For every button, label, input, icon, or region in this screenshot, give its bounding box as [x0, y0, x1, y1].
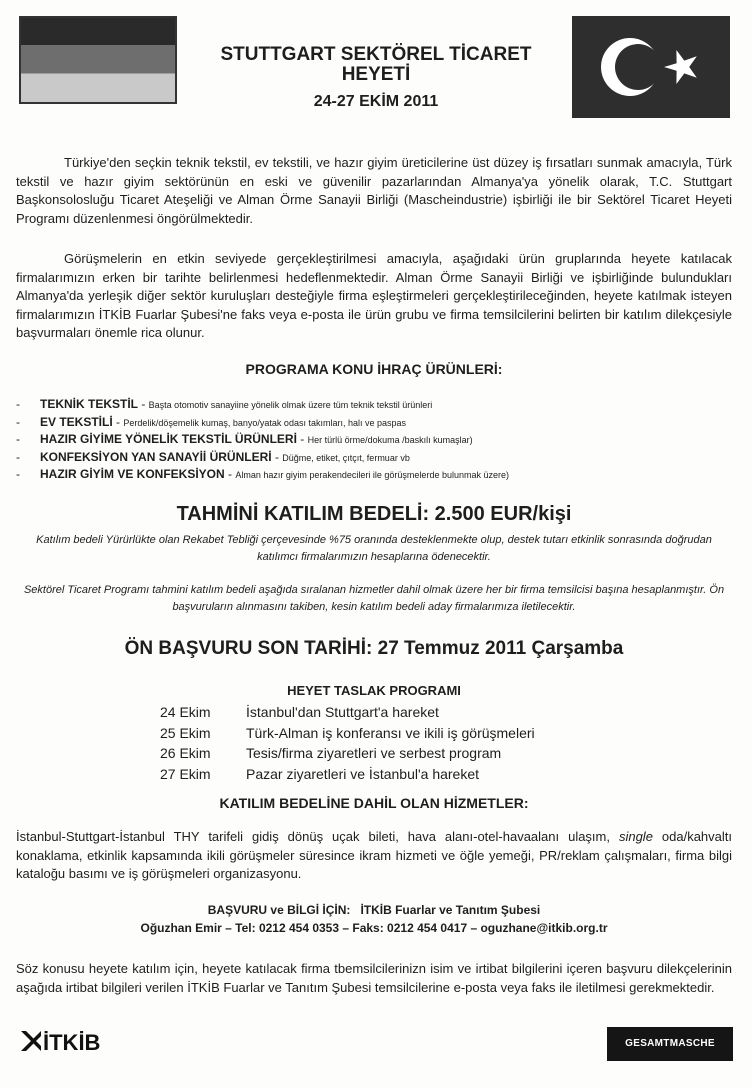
title-line-2: HEYETİ — [341, 64, 411, 85]
program-heading: HEYET TASLAK PROGRAMI — [287, 683, 461, 698]
product-item: - KONFEKSİYON YAN SANAYİİ ÜRÜNLERİ - Düğme, etiket, çıtçıt, fermuar vb — [16, 449, 410, 464]
fee-calculation-note: Sektörel Ticaret Programı tahmini katılım bedeli aşağıda sıralanan hizmetler dahil olmak üzere her bir firma temsilcisi başına hesaplanmıştır. Ön başvuruların alınmasını takiben, kesin katılım bedeli aday firmalarımıza iletilecektir. — [23, 584, 725, 613]
participation-fee-headline: TAHMİNİ KATILIM BEDELİ: 2.500 EUR/kişi — [176, 503, 572, 525]
products-heading: PROGRAMA KONU İHRAÇ ÜRÜNLERİ: — [245, 361, 503, 377]
intro-paragraph-1: Türkiye'den seçkin teknik tekstil, ev tekstili, ve hazır giyim üreticilerine üst düzey iş fırsatları sunmak amacıyla, Türk tekstil ve hazır giyim sektörünün en eski ve güvenilir pazarlarından Almanya'ya yönelik olarak, T.C. Stuttgart Başkonsolosluğu Ticaret Ateşeliği ve Alman Örme Sanayii Birliği (Mascheindustrie) işbirliği ile bir Sektörel Ticaret Heyeti Programı düzenlenmesi öngörülmektedir. — [16, 155, 732, 226]
crescent-star-icon — [572, 16, 730, 118]
schedule-row: 27 Ekim Pazar ziyaretleri ve İstanbul'a hareket — [160, 765, 480, 782]
program-schedule — [160, 702, 535, 784]
contact-line-1 — [16, 903, 732, 917]
closing-paragraph: Söz konusu heyete katılım için, heyete katılacak firma tbemsilcilerinizn isim ve irtibat bilgilerini içeren başvuru dilekçelerinin aşağıda irtibat bilgileri verilen İTKİB Fuarlar ve Tanıtım Şubesi temsilcilerine e-posta veya faks ile iletilmesi gerekmektedir. — [16, 961, 732, 995]
contact-unit: İTKİB Fuarlar ve Tanıtım Şubesi — [360, 903, 541, 917]
turkish-flag-image — [572, 16, 730, 118]
contact-label: BAŞVURU ve BİLGİ İÇİN: — [207, 903, 351, 917]
title-line-1: STUTTGART SEKTÖREL TİCARET — [220, 44, 532, 65]
services-heading: KATILIM BEDELİNE DAHİL OLAN HİZMETLER: — [219, 795, 529, 811]
german-flag-image — [19, 16, 177, 104]
services-paragraph: İstanbul-Stuttgart-İstanbul THY tarifeli gidiş dönüş uçak bileti, hava alanı-otel-havaalanı ulaşım, single oda/kahvaltı konaklama, etkinlik kapsamında ikili görüşmeler süresince ikram hizmeti ve öğle yemeği, PR/reklam çalışmaları, firma bilgi kataloğu basımı ve iş görüşmeleri organizasyonu. — [16, 829, 732, 881]
product-item: - TEKNİK TEKSTİL - Başta otomotiv sanayiine yönelik olmak üzere tüm teknik tekstil ürünleri — [16, 397, 433, 411]
intro-paragraph-2: Görüşmelerin en etkin seviyede gerçekleştirilmesi amacıyla, aşağıdaki ürün gruplarında heyete katılacak firmalarımızın erken bir tarihte belirlenmesi hedeflenmektedir. Alman Örme Sanayii Birliği ve işbirliğinde bulundukları Almanya'da yerleşik diğer sektör kuruluşları desteğiyle firma eşleştirmeleri gerçekleştirileceğinden, heyete katılmak isteyen firmalarımızın İTKİB Fuarlar Şubesi'ne faks veya e-posta ile ürün grubu ve firma temsilcilerini belirten bir katılım dilekçesiyle başvurmaları önemle rica olunur. — [16, 251, 732, 340]
fee-support-note: Katılım bedeli Yürürlükte olan Rekabet Tebliği çerçevesinde %75 oranında desteklenmekte olup, destek tutarı etkinlik sonrasında doğrudan katılımcı firmalarımızın hesaplarına ödenecektir. — [36, 534, 712, 563]
product-list — [16, 396, 732, 484]
product-item: - HAZIR GİYİM VE KONFEKSİYON - Alman hazır giyim perakendecileri ile görüşmelerde bulunmak üzere) — [16, 467, 509, 481]
event-dates: 24-27 EKİM 2011 — [313, 93, 439, 110]
gesamtmasche-logo: GESAMTMASCHE — [607, 1027, 733, 1061]
itkib-mark-icon — [19, 1028, 43, 1054]
product-item: - EV TEKSTİLİ - Perdelik/döşemelik kumaş, banyo/yatak odası takımları, halı ve paspas — [16, 414, 406, 429]
application-deadline: ÖN BAŞVURU SON TARİHİ: 27 Temmuz 2011 Çarşamba — [124, 638, 624, 659]
contact-line-2: Oğuzhan Emir – Tel: 0212 454 0353 – Faks: 0212 454 0417 – oguzhane@itkib.org.tr — [140, 921, 608, 935]
product-item: - HAZIR GİYİME YÖNELİK TEKSTİL ÜRÜNLERİ - Her türlü örme/dokuma /baskılı kumaşlar) — [16, 432, 473, 446]
schedule-row: 24 Ekim İstanbul'dan Stuttgart'a hareket — [160, 704, 439, 720]
schedule-row: 25 Ekim Türk-Alman iş konferansı ve ikili iş görüşmeleri — [160, 724, 535, 741]
itkib-logo: İTKİB — [19, 1028, 100, 1056]
schedule-row: 26 Ekim Tesis/firma ziyaretleri ve serbest program — [160, 745, 502, 761]
